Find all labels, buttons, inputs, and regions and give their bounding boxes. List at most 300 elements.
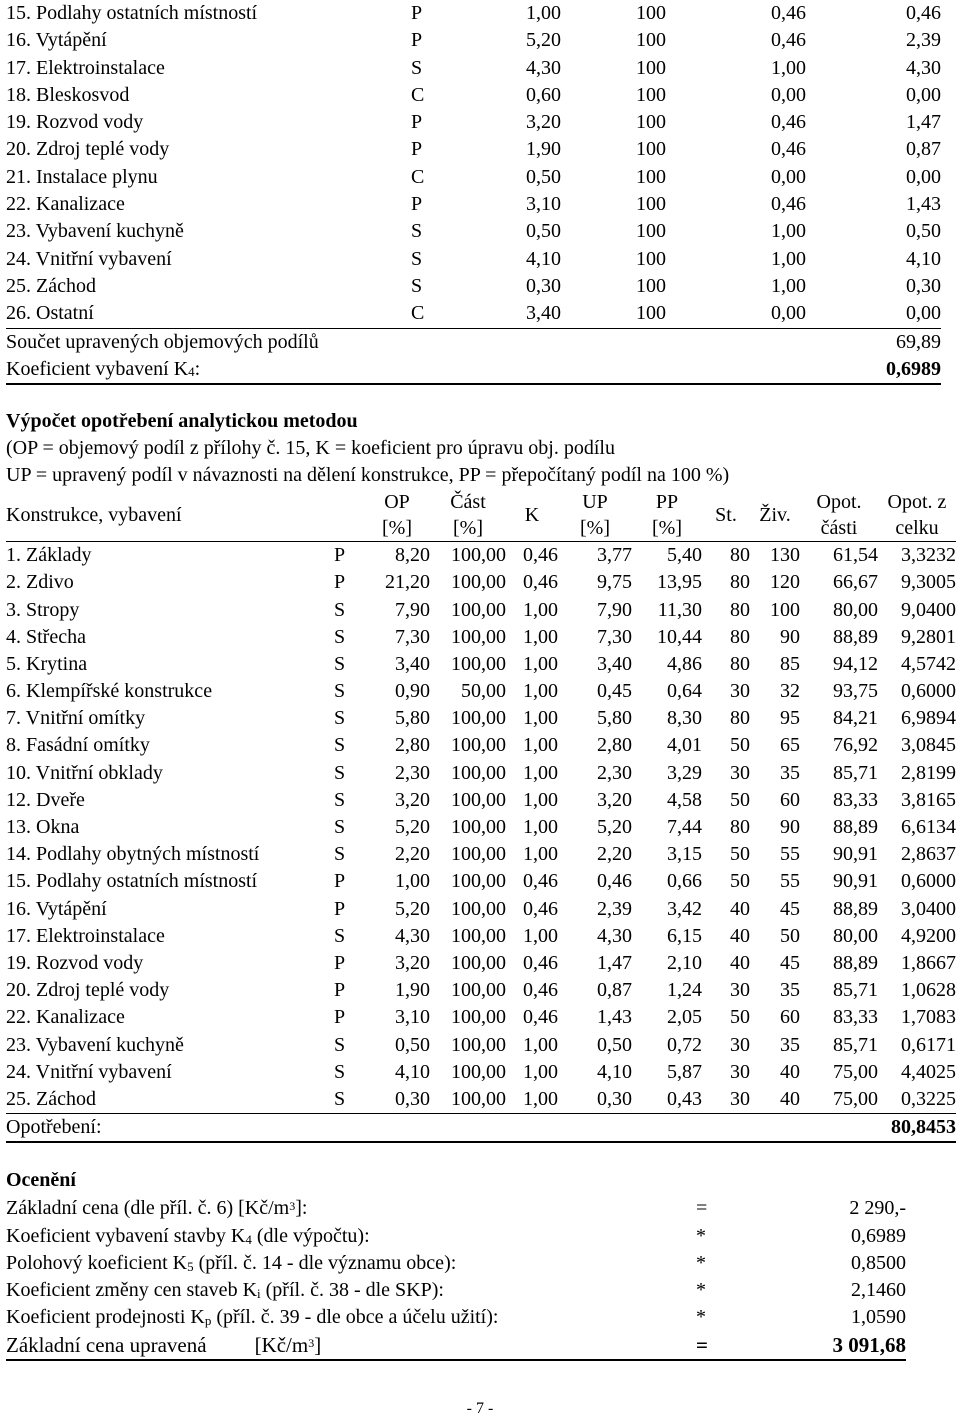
volume-cell: 100: [636, 247, 666, 270]
k4-row: [6, 356, 941, 384]
wear-cell: 100,00: [451, 843, 506, 866]
wear-cell: 0,46: [523, 571, 558, 594]
wear-cell: 4,86: [667, 652, 702, 675]
wear-cell: 50: [780, 924, 800, 947]
wear-table: [6, 489, 956, 1143]
wear-cell: 1,00: [506, 1086, 558, 1114]
wear-cell: 2,30: [597, 761, 632, 784]
wear-cell: 4,58: [667, 788, 702, 811]
wear-cell: 3,0845: [901, 734, 956, 757]
volume-row: [6, 136, 941, 163]
wear-cell: 24. Vnitřní vybavení: [6, 1060, 172, 1083]
volume-cell: 1,00: [771, 56, 806, 79]
valuation-value: 1,0590: [851, 1306, 906, 1329]
volume-row: [6, 246, 941, 273]
wear-cell: 30: [702, 1086, 750, 1114]
wear-cell: 50: [730, 1006, 750, 1029]
wear-cell: 80,00: [833, 924, 878, 947]
wear-row: [6, 787, 956, 814]
wear-cell: 2,20: [395, 843, 430, 866]
volume-cell: S: [411, 247, 423, 270]
valuation-label: Koeficient prodejnosti Kp (příl. č. 39 - dle obce a účelu užití):: [6, 1306, 499, 1329]
wear-cell: 2,20: [597, 843, 632, 866]
wear-cell: 3,77: [597, 544, 632, 567]
volume-cell: 0,60: [526, 83, 561, 106]
wear-cell: 55: [780, 843, 800, 866]
wear-cell: S: [334, 924, 346, 947]
wear-cell: 1,00: [395, 870, 430, 893]
volume-cell: 0,00: [771, 165, 806, 188]
wear-cell: 7,30: [395, 625, 430, 648]
wear-row: [6, 923, 956, 950]
wear-row: [6, 841, 956, 868]
valuation-operator: =: [696, 1197, 708, 1220]
wear-cell: 30: [730, 761, 750, 784]
volume-row: [6, 0, 941, 27]
volume-cell: P: [411, 2, 423, 24]
wear-cell: S: [334, 707, 346, 730]
wear-cell: P: [334, 544, 346, 567]
volume-cell: 0,46: [771, 29, 806, 52]
volume-cell: 24. Vnitřní vybavení: [6, 247, 172, 270]
wear-cell: 9,3005: [901, 571, 956, 594]
wear-row: [6, 678, 956, 705]
sum-row: [6, 328, 941, 356]
wear-cell: 3,20: [395, 951, 430, 974]
wear-cell: 80: [730, 652, 750, 675]
volume-row: [6, 109, 941, 136]
wear-cell: P: [334, 870, 346, 893]
wear-cell: 0,6000: [901, 870, 956, 893]
wear-cell: 7,90: [395, 598, 430, 621]
wear-cell: 35: [780, 979, 800, 1002]
wear-cell: 1,00: [523, 598, 558, 621]
wear-cell: 21,20: [385, 571, 430, 594]
volume-cell: 0,46: [771, 111, 806, 134]
wear-row: [6, 950, 956, 977]
wear-cell: 7,30: [597, 625, 632, 648]
wear-cell: 13. Okna: [6, 816, 80, 839]
volume-cell: C: [411, 83, 425, 106]
wear-cell: 0,66: [667, 870, 702, 893]
volume-cell: S: [411, 220, 423, 243]
wear-cell: 4,9200: [901, 924, 956, 947]
analytic-heading: Výpočet opotřebení analytickou metodou: [6, 410, 358, 433]
wear-cell: 0,46: [523, 979, 558, 1002]
volume-row: [6, 82, 941, 109]
wear-cell: 1,00: [523, 924, 558, 947]
wear-cell: 4,4025: [901, 1060, 956, 1083]
wear-cell: 3,29: [667, 761, 702, 784]
valuation-row: [6, 1195, 906, 1222]
volume-cell: 1,00: [526, 2, 561, 24]
wear-cell: 3,20: [597, 788, 632, 811]
volume-cell: 20. Zdroj teplé vody: [6, 138, 170, 161]
volume-cell: C: [411, 302, 425, 325]
wear-cell: 5,20: [395, 816, 430, 839]
wear-cell: 94,12: [833, 652, 878, 675]
wear-cell: 4,01: [667, 734, 702, 757]
valuation-table: [6, 1195, 906, 1361]
wear-row: [6, 569, 956, 596]
volume-cell: 1,90: [526, 138, 561, 161]
volume-cell: 15. Podlahy ostatních místností: [6, 2, 258, 24]
volume-row: [6, 273, 941, 300]
volume-cell: 2,39: [906, 29, 941, 52]
wear-cell: 0,6171: [901, 1033, 956, 1056]
wear-cell: 7,90: [597, 598, 632, 621]
volume-cell: 0,87: [906, 138, 941, 161]
wear-cell: 60: [780, 788, 800, 811]
wear-cell: 100,00: [451, 1006, 506, 1029]
valuation-operator: *: [696, 1306, 706, 1329]
volume-row: [6, 300, 941, 328]
wear-cell: 100,00: [451, 924, 506, 947]
wear-cell: 100,00: [451, 734, 506, 757]
wear-cell: 90: [780, 625, 800, 648]
valuation-row: [6, 1223, 906, 1250]
wear-cell: 8,20: [395, 544, 430, 567]
wear-cell: 100,00: [451, 979, 506, 1002]
header-up: UP [%]: [558, 489, 632, 542]
wear-cell: 100,00: [451, 1033, 506, 1056]
wear-cell: 61,54: [833, 544, 878, 567]
valuation-row: [6, 1250, 906, 1277]
valuation-operator: *: [696, 1251, 706, 1274]
valuation-value: 2,1460: [851, 1279, 906, 1302]
wear-cell: 0,46: [523, 951, 558, 974]
wear-cell: 1,00: [523, 680, 558, 703]
valuation-value: 0,8500: [851, 1251, 906, 1274]
valuation-label: Základní cena (dle příl. č. 6) $[Kč/m^3]$:: [6, 1197, 308, 1220]
wear-cell: 1,00: [523, 788, 558, 811]
wear-cell: 2,8637: [901, 843, 956, 866]
wear-cell: 5,40: [667, 544, 702, 567]
wear-cell: S: [334, 625, 346, 648]
final-operator: =: [696, 1332, 756, 1360]
volume-cell: 0,46: [771, 138, 806, 161]
wear-cell: 5,20: [395, 897, 430, 920]
volume-row: [6, 55, 941, 82]
wear-cell: 1,90: [395, 979, 430, 1002]
volume-cell: 4,10: [526, 247, 561, 270]
volume-cell: 100: [636, 111, 666, 134]
wear-cell: 2,80: [395, 734, 430, 757]
wear-cell: 0,90: [395, 680, 430, 703]
volume-cell: P: [411, 111, 423, 134]
volume-cell: P: [411, 138, 423, 161]
wear-cell: 5,87: [667, 1060, 702, 1083]
note-line-1: (OP = objemový podíl z přílohy č. 15, K = koeficient pro úpravu obj. podílu: [6, 437, 615, 460]
wear-cell: 4. Střecha: [6, 625, 86, 648]
wear-cell: 5. Krytina: [6, 652, 88, 675]
header-pp: PP [%]: [632, 489, 702, 542]
wear-cell: 0,50: [395, 1033, 430, 1056]
k4-label: Koeficient vybavení K4:: [6, 356, 411, 384]
wear-cell: 3,40: [395, 652, 430, 675]
valuation-row: [6, 1277, 906, 1304]
wear-cell: 3,40: [597, 652, 632, 675]
wear-cell: 50: [730, 788, 750, 811]
sum-value: 69,89: [806, 328, 941, 356]
wear-cell: 0,46: [523, 544, 558, 567]
wear-total-value: 80,8453: [878, 1114, 956, 1143]
wear-cell: 75,00: [833, 1060, 878, 1083]
wear-cell: 100,00: [451, 761, 506, 784]
wear-cell: 100,00: [451, 598, 506, 621]
wear-cell: 80: [730, 707, 750, 730]
wear-cell: 0,30: [558, 1086, 632, 1114]
wear-cell: 1. Základy: [6, 544, 92, 567]
wear-row: [6, 597, 956, 624]
wear-total-row: [6, 1114, 956, 1143]
volume-cell: 3,10: [526, 193, 561, 216]
wear-cell: 80,00: [833, 598, 878, 621]
wear-cell: 40: [750, 1086, 800, 1114]
wear-cell: 40: [730, 951, 750, 974]
wear-cell: 22. Kanalizace: [6, 1006, 125, 1029]
wear-cell: 30: [730, 1060, 750, 1083]
wear-row: [6, 1086, 956, 1114]
wear-cell: 40: [780, 1060, 800, 1083]
wear-cell: P: [334, 979, 346, 1002]
wear-cell: 3,20: [395, 788, 430, 811]
wear-cell: 1,0628: [901, 979, 956, 1002]
volume-cell: 100: [636, 193, 666, 216]
wear-cell: 100,00: [451, 816, 506, 839]
wear-cell: 5,20: [597, 816, 632, 839]
volume-cell: S: [411, 56, 423, 79]
wear-cell: 1,00: [523, 652, 558, 675]
wear-cell: 4,5742: [901, 652, 956, 675]
wear-cell: 66,67: [833, 571, 878, 594]
wear-cell: 6. Klempířské konstrukce: [6, 680, 213, 703]
wear-cell: 100,00: [451, 707, 506, 730]
wear-row: [6, 760, 956, 787]
header-st: St.: [702, 489, 750, 542]
wear-cell: 5,80: [597, 707, 632, 730]
final-value: 3 091,68: [756, 1332, 906, 1360]
wear-cell: 85,71: [833, 1033, 878, 1056]
wear-cell: 88,89: [833, 625, 878, 648]
wear-cell: 5,80: [395, 707, 430, 730]
wear-row: [6, 1004, 956, 1031]
volume-cell: 3,20: [526, 111, 561, 134]
wear-row: [6, 1059, 956, 1086]
wear-cell: 1,7083: [901, 1006, 956, 1029]
volume-cell: 0,50: [906, 220, 941, 243]
header-opot-casti: Opot. části: [800, 489, 878, 542]
wear-cell: 0,46: [597, 870, 632, 893]
valuation-operator: *: [696, 1224, 706, 1247]
wear-cell: 1,47: [597, 951, 632, 974]
wear-cell: S: [334, 1086, 364, 1114]
wear-cell: S: [334, 843, 346, 866]
volume-cell: 23. Vybavení kuchyně: [6, 220, 184, 243]
volume-cell: 100: [636, 2, 666, 24]
wear-cell: 32: [780, 680, 800, 703]
wear-cell: 50,00: [461, 680, 506, 703]
wear-cell: 14. Podlahy obytných místností: [6, 843, 260, 866]
volume-cell: 0,50: [526, 165, 561, 188]
wear-cell: 50: [730, 870, 750, 893]
wear-cell: 76,92: [833, 734, 878, 757]
wear-cell: 10. Vnitřní obklady: [6, 761, 163, 784]
wear-total-label: Opotřebení:: [6, 1114, 334, 1143]
wear-cell: 50: [730, 734, 750, 757]
wear-cell: 35: [780, 761, 800, 784]
wear-cell: 9,2801: [901, 625, 956, 648]
wear-cell: 3,42: [667, 897, 702, 920]
wear-cell: 1,00: [523, 707, 558, 730]
header-cast: Část [%]: [430, 489, 506, 542]
wear-row: [6, 896, 956, 923]
wear-cell: 3. Stropy: [6, 598, 80, 621]
volume-row: [6, 218, 941, 245]
wear-cell: 60: [780, 1006, 800, 1029]
wear-cell: 1,43: [597, 1006, 632, 1029]
valuation-value: 2 290,-: [849, 1197, 906, 1220]
volume-row: [6, 27, 941, 54]
wear-cell: 0,6000: [901, 680, 956, 703]
volume-cell: 4,30: [526, 56, 561, 79]
wear-cell: 88,89: [833, 816, 878, 839]
final-price-row: [6, 1332, 906, 1360]
wear-cell: 88,89: [833, 951, 878, 974]
volume-cell: 21. Instalace plynu: [6, 165, 158, 188]
wear-row: [6, 651, 956, 678]
wear-cell: 9,75: [597, 571, 632, 594]
valuation-label: Koeficient vybavení stavby K4 (dle výpočtu):: [6, 1224, 370, 1247]
wear-cell: 80: [730, 816, 750, 839]
volume-cell: 100: [636, 29, 666, 52]
wear-cell: 7. Vnitřní omítky: [6, 707, 146, 730]
volume-cell: 0,00: [771, 302, 806, 325]
volume-cell: 0,00: [771, 83, 806, 106]
header-ziv: Živ.: [750, 489, 800, 542]
volume-cell: 0,30: [906, 274, 941, 297]
wear-cell: 90: [780, 816, 800, 839]
wear-cell: S: [334, 816, 346, 839]
wear-cell: S: [334, 761, 346, 784]
wear-cell: 100,00: [451, 625, 506, 648]
volume-cell: 0,30: [526, 274, 561, 297]
header-k: K: [506, 489, 558, 542]
volume-cell: S: [411, 274, 423, 297]
wear-cell: 8. Fasádní omítky: [6, 734, 150, 757]
volume-cell: P: [411, 29, 423, 52]
wear-cell: 0,46: [523, 1006, 558, 1029]
wear-cell: S: [334, 788, 346, 811]
wear-cell: 1,00: [523, 1033, 558, 1056]
valuation-row: [6, 1304, 906, 1331]
volume-cell: 0,00: [906, 83, 941, 106]
wear-cell: 100: [770, 598, 800, 621]
wear-cell: S: [334, 680, 346, 703]
wear-cell: 1,24: [667, 979, 702, 1002]
wear-cell: 4,10: [395, 1060, 430, 1083]
wear-cell: P: [334, 571, 346, 594]
wear-cell: 3,3232: [901, 544, 956, 567]
wear-cell: 95: [780, 707, 800, 730]
wear-cell: 3,10: [395, 1006, 430, 1029]
wear-cell: 90,91: [833, 843, 878, 866]
wear-cell: 6,9894: [901, 707, 956, 730]
wear-row: [6, 977, 956, 1004]
wear-cell: 30: [730, 680, 750, 703]
wear-cell: 100,00: [451, 951, 506, 974]
volume-cell: 0,46: [771, 193, 806, 216]
wear-cell: 55: [780, 870, 800, 893]
volume-cell: 0,46: [771, 2, 806, 24]
valuation-label: Polohový koeficient K5 (příl. č. 14 - dle významu obce):: [6, 1251, 457, 1274]
volume-cell: 22. Kanalizace: [6, 193, 125, 216]
wear-cell: 83,33: [833, 1006, 878, 1029]
header-op: OP [%]: [364, 489, 430, 542]
document-page: [6, 0, 956, 1361]
wear-cell: 0,3225: [878, 1086, 956, 1114]
volume-cell: 1,43: [906, 193, 941, 216]
wear-row: [6, 705, 956, 732]
wear-cell: 2,80: [597, 734, 632, 757]
wear-cell: 90,91: [833, 870, 878, 893]
wear-cell: 80: [730, 571, 750, 594]
wear-cell: 85,71: [833, 761, 878, 784]
wear-row: [6, 624, 956, 651]
wear-cell: 2,05: [667, 1006, 702, 1029]
wear-cell: 120: [770, 571, 800, 594]
wear-cell: 100,00: [451, 1060, 506, 1083]
volume-cell: 17. Elektroinstalace: [6, 56, 165, 79]
wear-cell: 17. Elektroinstalace: [6, 924, 165, 947]
wear-cell: 80: [730, 625, 750, 648]
wear-cell: 9,0400: [901, 598, 956, 621]
wear-cell: 40: [730, 924, 750, 947]
volume-cell: 4,30: [906, 56, 941, 79]
wear-cell: 1,00: [523, 816, 558, 839]
wear-cell: 45: [780, 951, 800, 974]
wear-cell: 23. Vybavení kuchyně: [6, 1033, 184, 1056]
wear-cell: 0,50: [597, 1033, 632, 1056]
volume-cell: 5,20: [526, 29, 561, 52]
wear-cell: 85: [780, 652, 800, 675]
wear-cell: 45: [780, 897, 800, 920]
wear-cell: S: [334, 1033, 346, 1056]
wear-cell: 3,15: [667, 843, 702, 866]
final-label: Základní cena upravená $[Kč/m^3]$: [6, 1332, 696, 1360]
wear-cell: 100,00: [451, 571, 506, 594]
wear-cell: 2,30: [395, 761, 430, 784]
wear-cell: 40: [730, 897, 750, 920]
wear-cell: 6,6134: [901, 816, 956, 839]
volume-cell: 1,00: [771, 247, 806, 270]
wear-cell: 30: [730, 1033, 750, 1056]
wear-cell: 1,00: [523, 734, 558, 757]
wear-row: [6, 732, 956, 759]
wear-cell: 25. Záchod: [6, 1086, 334, 1114]
wear-cell: 1,00: [523, 843, 558, 866]
volume-cell: 0,46: [906, 2, 941, 24]
wear-cell: 130: [770, 544, 800, 567]
wear-cell: 2,8199: [901, 761, 956, 784]
wear-row: [6, 542, 956, 570]
wear-cell: 100,00: [430, 1086, 506, 1114]
volume-cell: 100: [636, 302, 666, 325]
wear-cell: 93,75: [833, 680, 878, 703]
wear-cell: 1,00: [523, 1060, 558, 1083]
wear-cell: 0,64: [667, 680, 702, 703]
wear-cell: 100,00: [451, 870, 506, 893]
